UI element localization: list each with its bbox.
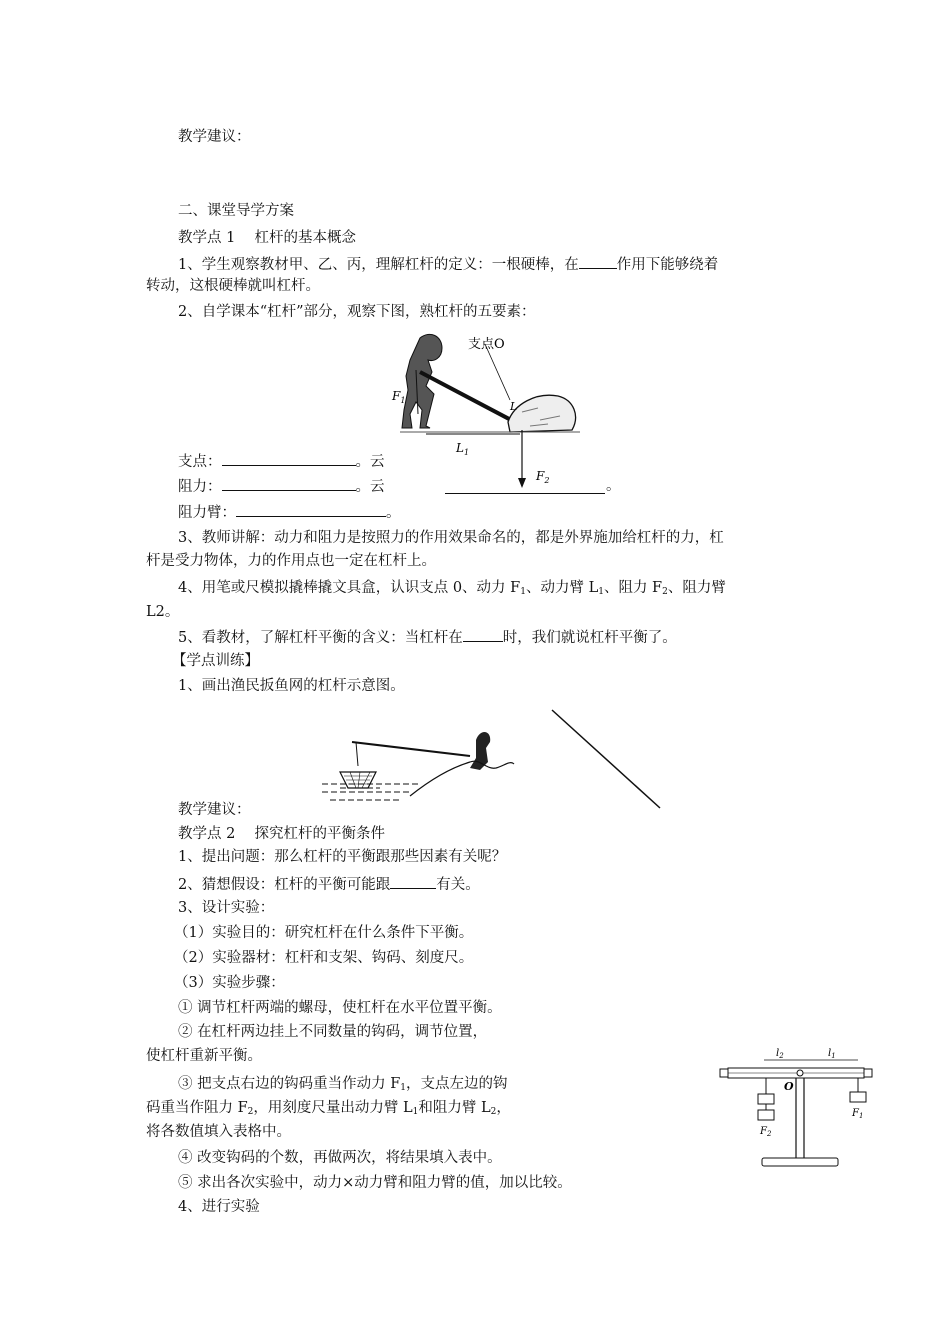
point1-item2: 2、自学课本“杠杆”部分，观察下图，熟杠杆的五要素： bbox=[178, 304, 536, 320]
point1-item5 bbox=[178, 627, 677, 648]
step3-d: ，用刻度尺量出动力臂 L bbox=[253, 1100, 413, 1116]
item4-b: 、动力臂 L bbox=[525, 580, 599, 596]
point1-item3: 3、教师讲解：动力和阻力是按照力的作用效果命名的，都是外界施加给杠杆的力，杠 bbox=[178, 530, 724, 546]
net-rope bbox=[356, 742, 358, 766]
fig1-f2-label: $F_2$ bbox=[536, 469, 550, 485]
point2-sub1: （1）实验目的：研究杠杆在什么条件下平衡。 bbox=[174, 925, 474, 941]
item4-c: 、阻力 F bbox=[603, 580, 663, 596]
section-title: 二、课堂导学方案 bbox=[178, 203, 294, 219]
point2-item2 bbox=[178, 874, 480, 895]
resistance-arm-period: 。 bbox=[386, 505, 401, 521]
fig3-f2-label: $F_2$ bbox=[760, 1126, 772, 1138]
point1-item1 bbox=[178, 254, 718, 275]
fulcrum-pointer bbox=[485, 344, 510, 400]
sub-step3-l1: 1 bbox=[412, 1107, 419, 1117]
step2-cont: 使杠杆重新平衡。 bbox=[146, 1048, 262, 1064]
item2-a: 2、猜想假设：杠杆的平衡可能跟 bbox=[178, 877, 391, 893]
fulcrum-tail: 。云 bbox=[355, 454, 385, 470]
point2-sub2: （2）实验器材：杠杆和支架、钩码、刻度尺。 bbox=[174, 950, 474, 966]
blank-resistance[interactable] bbox=[222, 476, 356, 491]
item4-d: 、阻力臂 bbox=[667, 580, 726, 596]
resistance-label-text: 阻力： bbox=[178, 479, 222, 495]
blank-guess[interactable] bbox=[390, 874, 436, 889]
net-mesh bbox=[344, 772, 372, 788]
item5-b: 时，我们就说杠杆平衡了。 bbox=[502, 630, 677, 646]
fishing-net-figure bbox=[320, 718, 520, 808]
lever-drawing-line bbox=[550, 708, 670, 818]
step3-b: ，支点左边的钩 bbox=[406, 1076, 508, 1092]
sub-l1: 1 bbox=[598, 587, 604, 597]
lever-balance-apparatus-figure bbox=[716, 1042, 876, 1170]
resistance-tail: 。云 bbox=[355, 479, 385, 495]
right-weight bbox=[850, 1092, 866, 1102]
point1-item4 bbox=[178, 578, 726, 602]
point1-item1-cont: 转动，这根硬棒就叫杠杆。 bbox=[146, 278, 320, 294]
step3-cont2: 将各数值填入表格中。 bbox=[146, 1124, 291, 1140]
fig1-f1-label: $F_1$ bbox=[392, 389, 406, 405]
step3-e: 和阻力臂 L bbox=[418, 1100, 491, 1116]
blank-power-arm[interactable] bbox=[445, 479, 605, 494]
item2-b: 有关。 bbox=[436, 877, 480, 893]
fig1-l-label: L bbox=[510, 400, 518, 413]
fig1-l1-label: $L_1$ bbox=[456, 441, 470, 457]
fig3-l2-label: $l_2$ bbox=[776, 1048, 784, 1060]
point2-sub3: （3）实验步骤： bbox=[174, 975, 285, 991]
point2-item4: 4、进行实验 bbox=[178, 1199, 260, 1215]
training-header: 【学点训练】 bbox=[172, 653, 259, 669]
fishing-pole bbox=[352, 742, 470, 756]
sub-step3-f1: 1 bbox=[400, 1083, 407, 1093]
item1-text-b: 作用下能够绕着 bbox=[616, 257, 719, 273]
fulcrum-label-text: 支点： bbox=[178, 454, 222, 470]
blank-force[interactable] bbox=[579, 254, 617, 269]
fig3-f1-label: $F_1$ bbox=[852, 1108, 864, 1120]
item4-a: 4、用笔或尺模拟撬棒撬文具盒，认识支点 0、动力 F bbox=[178, 580, 521, 596]
fulcrum-line bbox=[178, 451, 385, 472]
fulcrum-label: 支点O bbox=[468, 337, 505, 352]
point2-title: 教学点 2 探究杠杆的平衡条件 bbox=[178, 826, 385, 842]
point1-item4-cont: L2。 bbox=[146, 604, 180, 620]
right-nut bbox=[864, 1069, 872, 1077]
item5-a: 5、看教材，了解杠杆平衡的含义：当杠杆在 bbox=[178, 630, 463, 646]
teaching-advice-label-2: 教学建议： bbox=[178, 802, 251, 818]
riverbank bbox=[410, 761, 514, 796]
step3-cont bbox=[146, 1098, 511, 1122]
point1-title: 教学点 1 杠杆的基本概念 bbox=[178, 230, 356, 246]
point2-item1: 1、提出问题：那么杠杆的平衡跟那些因素有关呢？ bbox=[178, 849, 507, 865]
left-weight-1 bbox=[758, 1094, 774, 1104]
resistance-line bbox=[178, 476, 385, 497]
step1: ① 调节杠杆两端的螺母，使杠杆在水平位置平衡。 bbox=[178, 1000, 502, 1016]
step3-f: ， bbox=[496, 1100, 511, 1116]
water-lines bbox=[322, 784, 420, 800]
fisherman bbox=[470, 732, 490, 770]
stand-base bbox=[762, 1158, 838, 1166]
point2-item3: 3、设计实验： bbox=[178, 900, 275, 916]
blank-fulcrum[interactable] bbox=[222, 451, 356, 466]
sub-step3-f2: 2 bbox=[247, 1107, 254, 1117]
step4: ④ 改变钩码的个数，再做两次，将结果填入表中。 bbox=[178, 1150, 502, 1166]
left-weight-2 bbox=[758, 1110, 774, 1120]
step3 bbox=[178, 1074, 508, 1098]
step3-a: ③ 把支点右边的钩码重当作动力 F bbox=[178, 1076, 401, 1092]
step5: ⑤ 求出各次实验中，动力×动力臂和阻力臂的值，加以比较。 bbox=[178, 1175, 572, 1191]
point1-item3-cont: 杆是受力物体，力的作用点也一定在杠杆上。 bbox=[146, 553, 436, 569]
step2: ② 在杠杆两边挂上不同数量的钩码，调节位置， bbox=[178, 1024, 488, 1040]
left-nut bbox=[720, 1069, 728, 1077]
crowbar-lever-figure bbox=[390, 330, 580, 490]
step3-c: 码重当作阻力 F bbox=[146, 1100, 248, 1116]
item1-text-a: 1、学生观察教材甲、乙、丙，理解杠杆的定义：一根硬棒，在 bbox=[178, 257, 579, 273]
fig3-o-label: O bbox=[784, 1080, 794, 1093]
sub-step3-l2: 2 bbox=[490, 1107, 497, 1117]
sub-f1: 1 bbox=[520, 587, 526, 597]
rock bbox=[508, 395, 576, 432]
resistance-arm-label-text: 阻力臂： bbox=[178, 505, 236, 521]
resistance-arm-line bbox=[178, 502, 401, 523]
fig3-l1-label: $l_1$ bbox=[828, 1048, 836, 1060]
training-item1: 1、画出渔民扳鱼网的杠杆示意图。 bbox=[178, 678, 405, 694]
teaching-advice-label: 教学建议： bbox=[178, 129, 251, 145]
power-arm-period: 。 bbox=[606, 478, 621, 494]
blank-resistance-arm[interactable] bbox=[236, 502, 386, 517]
sub-f2: 2 bbox=[662, 587, 668, 597]
pivot bbox=[797, 1070, 803, 1076]
blank-balance-state[interactable] bbox=[463, 627, 503, 642]
